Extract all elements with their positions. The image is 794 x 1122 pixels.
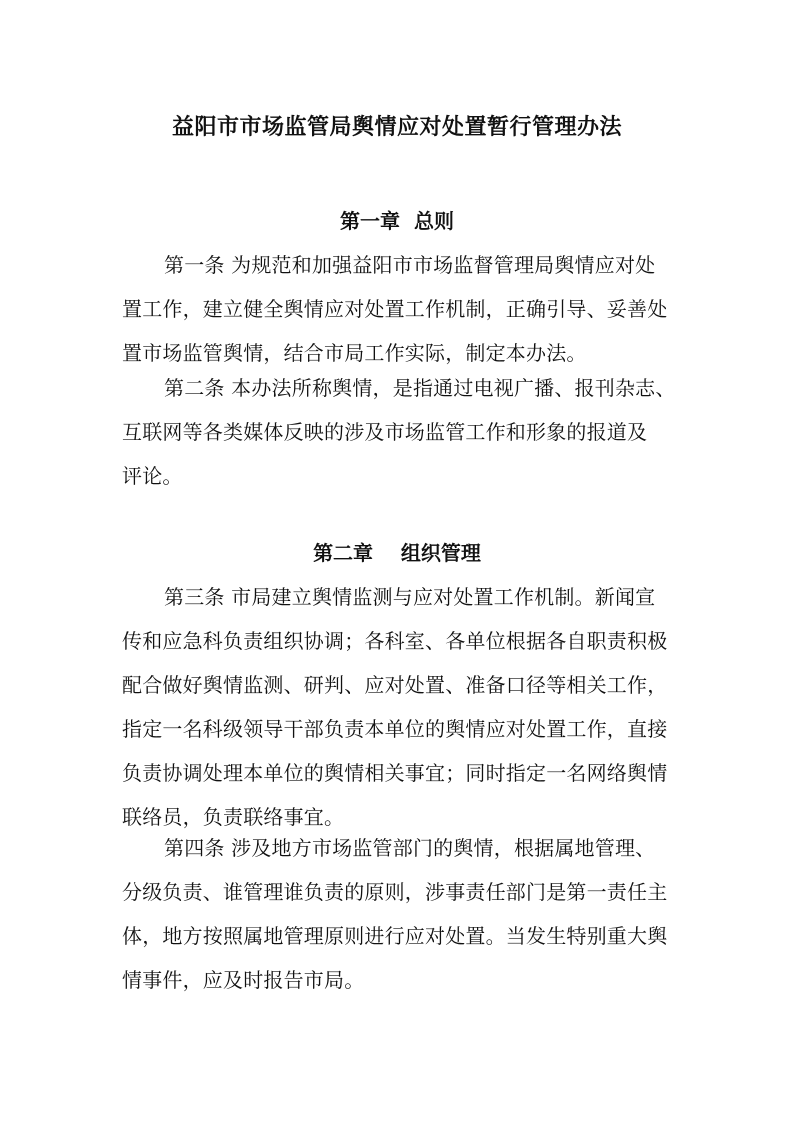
article-3	[122, 575, 680, 839]
article-line: 分级负责、谁管理谁负责的原则，涉事责任部门是第一责任主	[122, 880, 668, 904]
article-line: 负责协调处理本单位的舆情相关事宜；同时指定一名网络舆情	[122, 761, 668, 785]
article-1	[122, 243, 680, 375]
article-line: 置工作，建立健全舆情应对处置工作机制，正确引导、妥善处	[122, 297, 668, 321]
document-title: 益阳市市场监管局舆情应对处置暂行管理办法	[171, 115, 622, 140]
article-line: 互联网等各类媒体反映的涉及市场监管工作和形象的报道及	[122, 420, 648, 444]
article-line: 第一条 为规范和加强益阳市市场监督管理局舆情应对处	[164, 253, 656, 277]
article-line: 情事件，应及时报告市局。	[122, 968, 365, 992]
article-line: 指定一名科级领导干部负责本单位的舆情应对处置工作，直接	[122, 717, 668, 741]
article-line: 联络员，负责联络事宜。	[122, 805, 345, 829]
article-line: 第四条 涉及地方市场监管部门的舆情，根据属地管理、	[164, 836, 656, 860]
article-line: 传和应急科负责组织协调；各科室、各单位根据各自职责积极	[122, 629, 668, 653]
article-line: 配合做好舆情监测、研判、应对处置、准备口径等相关工作，	[122, 673, 668, 697]
article-line: 置市场监管舆情，结合市局工作实际，制定本办法。	[122, 341, 587, 365]
article-line: 体，地方按照属地管理原则进行应对处置。当发生特别重大舆	[122, 924, 668, 948]
article-line: 第三条 市局建立舆情监测与应对处置工作机制。新闻宣	[164, 585, 656, 609]
article-2	[122, 366, 680, 498]
article-4	[122, 826, 680, 1002]
article-line: 评论。	[122, 464, 183, 488]
chapter-heading-1: 第一章 总则	[340, 209, 454, 233]
article-line: 第二条 本办法所称舆情，是指通过电视广播、报刊杂志、	[164, 376, 676, 400]
chapter-heading-2: 第二章 组织管理	[313, 541, 481, 565]
